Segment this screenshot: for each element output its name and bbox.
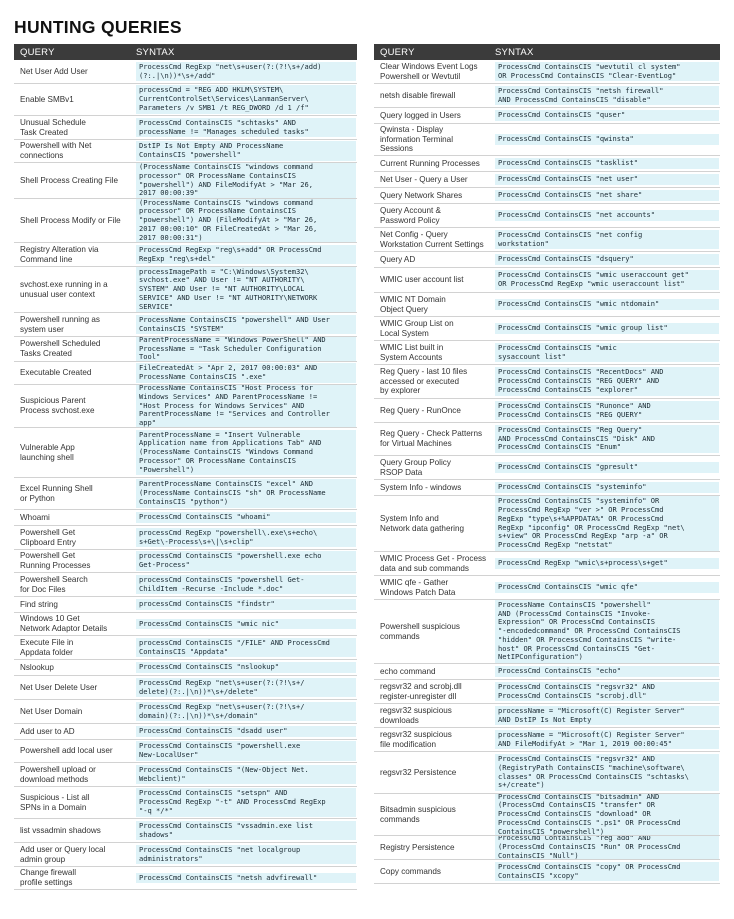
right-query-table bbox=[374, 44, 720, 884]
table-row bbox=[374, 836, 720, 860]
query-name: Query Account & Password Policy bbox=[380, 205, 441, 225]
left-table-header bbox=[14, 44, 357, 60]
query-name: echo command bbox=[380, 666, 436, 676]
query-syntax: processCmd ContainsCIS "powershell Get- ChildItem -Recurse -Include *.doc" bbox=[136, 575, 356, 594]
query-syntax: processName = "Microsoft(C) Register Server" AND FileModifyAt > "Mar 1, 2019 00:00:45" bbox=[495, 730, 719, 749]
right-header-query: QUERY bbox=[380, 46, 415, 58]
table-row bbox=[374, 228, 720, 252]
query-name: Shell Process Modify or File bbox=[20, 215, 121, 225]
query-syntax: ParentProcessName = "Windows PowerShell" AND ProcessName = "Task Scheduler Configuration Tool" bbox=[136, 337, 356, 362]
table-row bbox=[14, 362, 357, 385]
left-query-table bbox=[14, 44, 357, 890]
query-name: regsvr32 Persistence bbox=[380, 767, 457, 777]
left-header-query: QUERY bbox=[20, 46, 55, 58]
query-syntax: ProcessCmd RegExp "net\s+user(?:(?!\s+/ delete)(?:.|\n))*\s+/delete" bbox=[136, 678, 356, 697]
table-row bbox=[14, 526, 357, 550]
table-row bbox=[374, 552, 720, 576]
table-row bbox=[374, 752, 720, 794]
query-syntax: processCmd ContainsCIS "findstr" bbox=[136, 599, 356, 610]
query-name: Net User - Query a User bbox=[380, 174, 468, 184]
query-syntax: ProcessCmd ContainsCIS "dsadd user" bbox=[136, 726, 356, 737]
table-row bbox=[374, 680, 720, 704]
query-syntax: ProcessCmd RegExp "reg\s+add" OR ProcessCmd RegExp "reg\s+del" bbox=[136, 245, 356, 264]
query-name: Vulnerable App launching shell bbox=[20, 442, 75, 462]
table-row bbox=[14, 550, 357, 573]
table-row bbox=[14, 84, 357, 116]
table-row bbox=[14, 478, 357, 510]
query-name: Registry Alteration via Command line bbox=[20, 244, 99, 264]
table-row bbox=[374, 293, 720, 317]
table-row bbox=[374, 496, 720, 552]
table-row bbox=[14, 613, 357, 636]
query-name: Powershell add local user bbox=[20, 746, 113, 756]
query-name: Net User Domain bbox=[20, 706, 83, 716]
query-name: Shell Process Creating File bbox=[20, 175, 118, 185]
table-row bbox=[14, 660, 357, 676]
table-row bbox=[374, 600, 720, 664]
query-name: Query Network Shares bbox=[380, 190, 463, 200]
table-row bbox=[374, 423, 720, 456]
page-title: HUNTING QUERIES bbox=[14, 17, 182, 37]
table-row bbox=[374, 341, 720, 365]
query-name: Net User Add User bbox=[20, 66, 88, 76]
query-syntax: ProcessCmd ContainsCIS "wmic ntdomain" bbox=[495, 299, 719, 310]
query-name: Query AD bbox=[380, 254, 416, 264]
query-name: Add user or Query local admin group bbox=[20, 844, 106, 864]
table-row bbox=[374, 204, 720, 228]
table-row bbox=[374, 456, 720, 480]
query-name: WMIC NT Domain Object Query bbox=[380, 294, 446, 314]
query-syntax: ProcessCmd ContainsCIS "schtasks" AND processName != "Manages scheduled tasks" bbox=[136, 118, 356, 137]
table-row bbox=[14, 385, 357, 428]
query-syntax: ProcessCmd ContainsCIS "powershell.exe New-LocalUser" bbox=[136, 741, 356, 760]
query-syntax: ProcessCmd ContainsCIS "bitsadmin" AND (ProcessCmd ContainsCIS "transfer" OR ProcessCmd ContainsCIS "download" OR ProcessCmd ContainsCIS ".ps1" OR ProcessCmd ContainsCIS "powershell") bbox=[495, 794, 719, 836]
query-name: WMIC qfe - Gather Windows Patch Data bbox=[380, 577, 456, 597]
query-syntax: ProcessCmd ContainsCIS "net user" bbox=[495, 174, 719, 185]
query-syntax: ProcessCmd ContainsCIS "regsvr32" AND ProcessCmd ContainsCIS "scrobj.dll" bbox=[495, 682, 719, 701]
query-syntax: processName = "Microsoft(C) Register Server" AND DstIP Is Not Empty bbox=[495, 706, 719, 725]
query-syntax: ProcessCmd ContainsCIS "reg add" AND (ProcessCmd ContainsCIS "Run" OR ProcessCmd ContainsCIS "Null") bbox=[495, 836, 719, 860]
query-name: Excel Running Shell or Python bbox=[20, 483, 93, 503]
query-name: Powershell Search for Doc Files bbox=[20, 574, 88, 594]
query-name: Nslookup bbox=[20, 662, 54, 672]
table-row bbox=[14, 819, 357, 843]
query-name: regsvr32 suspicious file modification bbox=[380, 729, 452, 749]
query-syntax: ProcessCmd ContainsCIS "Reg Query" AND ProcessCmd ContainsCIS "Disk" AND ProcessCmd ContainsCIS "Enum" bbox=[495, 425, 719, 453]
query-name: Bitsadmin suspicious commands bbox=[380, 804, 456, 824]
query-name: Registry Persistence bbox=[380, 842, 455, 852]
table-row bbox=[14, 676, 357, 700]
query-syntax: ProcessCmd ContainsCIS "systeminfo" OR ProcessCmd RegExp "ver >" OR ProcessCmd RegExp "type\s+%APPDATA%" OR ProcessCmd RegExp "ipconfig" OR ProcessCmd RegExp "net\ s+view" OR ProcessCmd RegExp "arp -a" OR ProcessCmd RegExp "netstat" bbox=[495, 496, 719, 550]
query-syntax: processCmd RegExp "powershell\.exe\s+echo\ s+Get\-Process\s+\|\s+clip" bbox=[136, 528, 356, 547]
query-name: Powershell Scheduled Tasks Created bbox=[20, 339, 101, 358]
query-syntax: ProcessName ContainsCIS "powershell" AND (ProcessCmd ContainsCIS "Invoke- Expression" OR ProcessCmd ContainsCIS "-encodedcommand" OR ProcessCmd ContainsCIS "hidden" OR ProcessCmd ContainsCIS "write- host" OR ProcessCmd ContainsCIS "Get- NetIPConfiguration") bbox=[495, 600, 719, 663]
query-syntax: ProcessCmd ContainsCIS "echo" bbox=[495, 666, 719, 677]
query-name: Change firewall profile settings bbox=[20, 868, 77, 887]
table-row bbox=[374, 365, 720, 399]
query-name: WMIC List built in System Accounts bbox=[380, 342, 444, 362]
table-row bbox=[374, 794, 720, 836]
query-name: Query logged in Users bbox=[380, 110, 461, 120]
query-name: Clear Windows Event Logs Powershell or Wevtutil bbox=[380, 61, 478, 81]
query-syntax: ProcessCmd ContainsCIS "netsh firewall" AND ProcessCmd ContainsCIS "disable" bbox=[495, 86, 719, 105]
query-name: System Info and Network data gathering bbox=[380, 513, 465, 533]
query-syntax: processCmd ContainsCIS "powershell.exe echo Get-Process" bbox=[136, 551, 356, 570]
query-syntax: (ProcessName ContainsCIS "windows command processor" OR ProcessName ContainsCIS "powershell") AND FileModifyAt > "Mar 26, 2017 00:00:39" bbox=[136, 163, 356, 199]
query-name: Powershell running as system user bbox=[20, 314, 100, 334]
query-syntax: ProcessName ContainsCIS "Host Process for Windows Services" AND ParentProcessName != "Host Process for Windows Services" AND ParentProcessName != "Services and Controller app" bbox=[136, 385, 356, 428]
query-name: Current Running Processes bbox=[380, 158, 480, 168]
table-row bbox=[374, 60, 720, 84]
query-name: Find string bbox=[20, 599, 58, 609]
query-name: WMIC Group List on Local System bbox=[380, 318, 454, 338]
query-syntax: ProcessCmd ContainsCIS "tasklist" bbox=[495, 158, 719, 169]
table-row bbox=[14, 313, 357, 337]
query-syntax: ProcessCmd ContainsCIS "(New-Object Net. Webclient)" bbox=[136, 765, 356, 784]
query-syntax: processCmd ContainsCIS "/FILE" AND ProcessCmd ContainsCIS "Appdata" bbox=[136, 638, 356, 657]
query-name: Reg Query - RunOnce bbox=[380, 405, 461, 415]
table-row bbox=[374, 172, 720, 188]
table-row bbox=[14, 700, 357, 724]
table-row bbox=[14, 843, 357, 867]
query-name: Query Group Policy RSOP Data bbox=[380, 457, 451, 477]
query-name: Suspicious Parent Process svchost.exe bbox=[20, 396, 95, 415]
query-name: WMIC user account list bbox=[380, 275, 464, 285]
query-syntax: ProcessName ContainsCIS "powershell" AND User ContainsCIS "SYSTEM" bbox=[136, 315, 356, 334]
query-syntax: ProcessCmd ContainsCIS "qwinsta" bbox=[495, 134, 719, 145]
table-row bbox=[374, 124, 720, 156]
query-syntax: ProcessCmd ContainsCIS "wmic nic" bbox=[136, 619, 356, 630]
right-table-header bbox=[374, 44, 720, 60]
query-syntax: ProcessCmd ContainsCIS "wmic qfe" bbox=[495, 582, 719, 593]
query-syntax: FileCreatedAt > "Apr 2, 2017 00:00:03" AND ProcessName ContainsCIS ".exe" bbox=[136, 363, 356, 382]
table-row bbox=[374, 188, 720, 204]
table-row bbox=[14, 597, 357, 613]
query-name: System Info - windows bbox=[380, 482, 462, 492]
table-row bbox=[14, 428, 357, 478]
table-row bbox=[14, 573, 357, 597]
table-row bbox=[374, 84, 720, 108]
query-syntax: ParentProcessName ContainsCIS "excel" AND (ProcessName ContainsCIS "sh" OR ProcessName ContainsCIS "python") bbox=[136, 479, 356, 507]
query-syntax: ProcessCmd ContainsCIS "quser" bbox=[495, 110, 719, 121]
table-row bbox=[374, 860, 720, 884]
query-name: Reg Query - last 10 files accessed or executed by explorer bbox=[380, 367, 468, 396]
query-name: regsvr32 suspicious downloads bbox=[380, 705, 452, 725]
table-row bbox=[374, 156, 720, 172]
query-syntax: ProcessCmd ContainsCIS "wmic group list" bbox=[495, 323, 719, 334]
table-row bbox=[14, 199, 357, 243]
query-syntax: ProcessCmd ContainsCIS "dsquery" bbox=[495, 254, 719, 265]
query-syntax: ProcessCmd ContainsCIS "gpresult" bbox=[495, 462, 719, 473]
table-row bbox=[14, 116, 357, 140]
table-row bbox=[14, 740, 357, 763]
query-syntax: processCmd = "REG ADD HKLM\SYSTEM\ CurrentControlSet\Services\LanmanServer\ Parameters /v SMB1 /t REG_DWORD /d 1 /f" bbox=[136, 85, 356, 113]
table-row bbox=[14, 163, 357, 199]
table-row bbox=[374, 252, 720, 268]
query-name: netsh disable firewall bbox=[380, 90, 456, 100]
table-row bbox=[374, 399, 720, 423]
query-syntax: DstIP Is Not Empty AND ProcessName ContainsCIS "powershell" bbox=[136, 141, 356, 160]
table-row bbox=[14, 140, 357, 163]
query-syntax: ProcessCmd ContainsCIS "copy" OR ProcessCmd ContainsCIS "xcopy" bbox=[495, 862, 719, 881]
query-name: Windows 10 Get Network Adaptor Details bbox=[20, 614, 108, 633]
query-syntax: ProcessCmd ContainsCIS "netsh advfirewall" bbox=[136, 873, 356, 884]
query-name: Net User Delete User bbox=[20, 682, 98, 692]
right-header-syntax: SYNTAX bbox=[495, 46, 534, 58]
table-row bbox=[14, 243, 357, 267]
table-row bbox=[14, 724, 357, 740]
query-syntax: ProcessCmd ContainsCIS "RecentDocs" AND ProcessCmd ContainsCIS "REG QUERY" AND ProcessCmd ContainsCIS "explorer" bbox=[495, 367, 719, 395]
query-name: WMIC Process Get - Process data and sub commands bbox=[380, 553, 487, 573]
table-row bbox=[374, 728, 720, 752]
table-row bbox=[374, 108, 720, 124]
query-syntax: processImagePath = "C:\Windows\System32\ svchost.exe" AND User != "NT AUTHORITY\ SYSTEM" AND User != "NT AUTHORITY\LOCAL SERVICE" AND User != "NT AUTHORITY\NETWORK SERVICE" bbox=[136, 267, 356, 312]
query-name: Powershell suspicious commands bbox=[380, 621, 460, 641]
query-name: Powershell Get Clipboard Entry bbox=[20, 527, 76, 547]
query-name: Execute File in Appdata folder bbox=[20, 637, 74, 657]
table-row bbox=[14, 60, 357, 84]
query-name: regsvr32 and scrobj.dll register-unregister dll bbox=[380, 681, 462, 701]
query-name: Net Config - Query Workstation Current Settings bbox=[380, 229, 484, 249]
query-syntax: ProcessCmd ContainsCIS "vssadmin.exe list shadows" bbox=[136, 821, 356, 840]
query-name: Powershell Get Running Processes bbox=[20, 551, 91, 570]
query-syntax: ParentProcessName = "Insert Vulnerable Application name from Applications Tab" AND (ProcessName ContainsCIS "Windows Command Processor" OR ProcessName ContainsCIS "Powershell") bbox=[136, 430, 356, 476]
query-name: Add user to AD bbox=[20, 726, 75, 736]
query-syntax: ProcessCmd ContainsCIS "net share" bbox=[495, 190, 719, 201]
query-syntax: ProcessCmd ContainsCIS "setspn" AND ProcessCmd RegExp "-t" AND ProcessCmd RegExp "-q */*" bbox=[136, 788, 356, 816]
query-syntax: (ProcessName ContainsCIS "windows command processor" OR ProcessName ContainsCIS "powershell") AND (FileModifyAt > "Mar 26, 2017 00:00:10" OR FileCreatedAt > "Mar 26, 2017 00:00:31") bbox=[136, 199, 356, 243]
query-syntax: ProcessCmd ContainsCIS "wmic sysaccount list" bbox=[495, 343, 719, 362]
table-row bbox=[14, 787, 357, 819]
left-header-syntax: SYNTAX bbox=[136, 46, 175, 58]
query-syntax: ProcessCmd RegExp "wmic\s+process\s+get" bbox=[495, 558, 719, 569]
query-name: Reg Query - Check Patterns for Virtual Machines bbox=[380, 429, 483, 448]
query-name: Executable Created bbox=[20, 368, 92, 378]
query-name: Copy commands bbox=[380, 866, 441, 876]
table-row bbox=[14, 510, 357, 526]
table-row bbox=[374, 268, 720, 293]
query-name: Powershell upload or download methods bbox=[20, 764, 96, 784]
query-name: svchost.exe running in a unusual user context bbox=[20, 279, 108, 299]
query-syntax: ProcessCmd ContainsCIS "net localgroup administrators" bbox=[136, 845, 356, 864]
query-syntax: ProcessCmd ContainsCIS "Runonce" AND ProcessCmd ContainsCIS "REG QUERY" bbox=[495, 401, 719, 420]
query-name: list vssadmin shadows bbox=[20, 825, 101, 835]
table-row bbox=[14, 763, 357, 787]
query-name: Enable SMBv1 bbox=[20, 94, 74, 104]
table-row bbox=[14, 337, 357, 362]
table-row bbox=[374, 576, 720, 600]
table-row bbox=[14, 867, 357, 890]
table-row bbox=[14, 636, 357, 660]
table-row bbox=[374, 664, 720, 680]
query-syntax: ProcessCmd ContainsCIS "wmic useraccount get" OR ProcessCmd RegExp "wmic useraccount list" bbox=[495, 270, 719, 289]
query-syntax: ProcessCmd ContainsCIS "net accounts" bbox=[495, 210, 719, 221]
query-syntax: ProcessCmd ContainsCIS "whoami" bbox=[136, 512, 356, 523]
table-row bbox=[374, 317, 720, 341]
query-syntax: ProcessCmd RegExp "net\s+user(?:(?!\s+/ domain)(?:.|\n))*\s+/domain" bbox=[136, 702, 356, 721]
query-syntax: ProcessCmd ContainsCIS "regsvr32" AND (RegistryPath ContainsCIS "machine\software\ classes" OR ProcessCmd ContainsCIS "schtasks\ s+/create") bbox=[495, 754, 719, 791]
table-row bbox=[374, 704, 720, 728]
query-name: Qwinsta - Display information Terminal Sessions bbox=[380, 125, 454, 154]
query-name: Suspicious - List all SPNs in a Domain bbox=[20, 792, 90, 812]
query-syntax: ProcessCmd RegExp "net\s+user(?:(?!\s+/add) (?:.|\n))*\s+/add" bbox=[136, 62, 356, 81]
table-row bbox=[374, 480, 720, 496]
query-syntax: ProcessCmd ContainsCIS "wevtutil cl system" OR ProcessCmd ContainsCIS "Clear-EventLog" bbox=[495, 62, 719, 81]
query-name: Powershell with Net connections bbox=[20, 141, 92, 160]
query-name: Unusual Schedule Task Created bbox=[20, 117, 86, 137]
query-syntax: ProcessCmd ContainsCIS "nslookup" bbox=[136, 662, 356, 673]
query-name: Whoami bbox=[20, 512, 50, 522]
table-row bbox=[14, 267, 357, 313]
query-syntax: ProcessCmd ContainsCIS "net config workstation" bbox=[495, 230, 719, 249]
query-syntax: ProcessCmd ContainsCIS "systeminfo" bbox=[495, 482, 719, 493]
